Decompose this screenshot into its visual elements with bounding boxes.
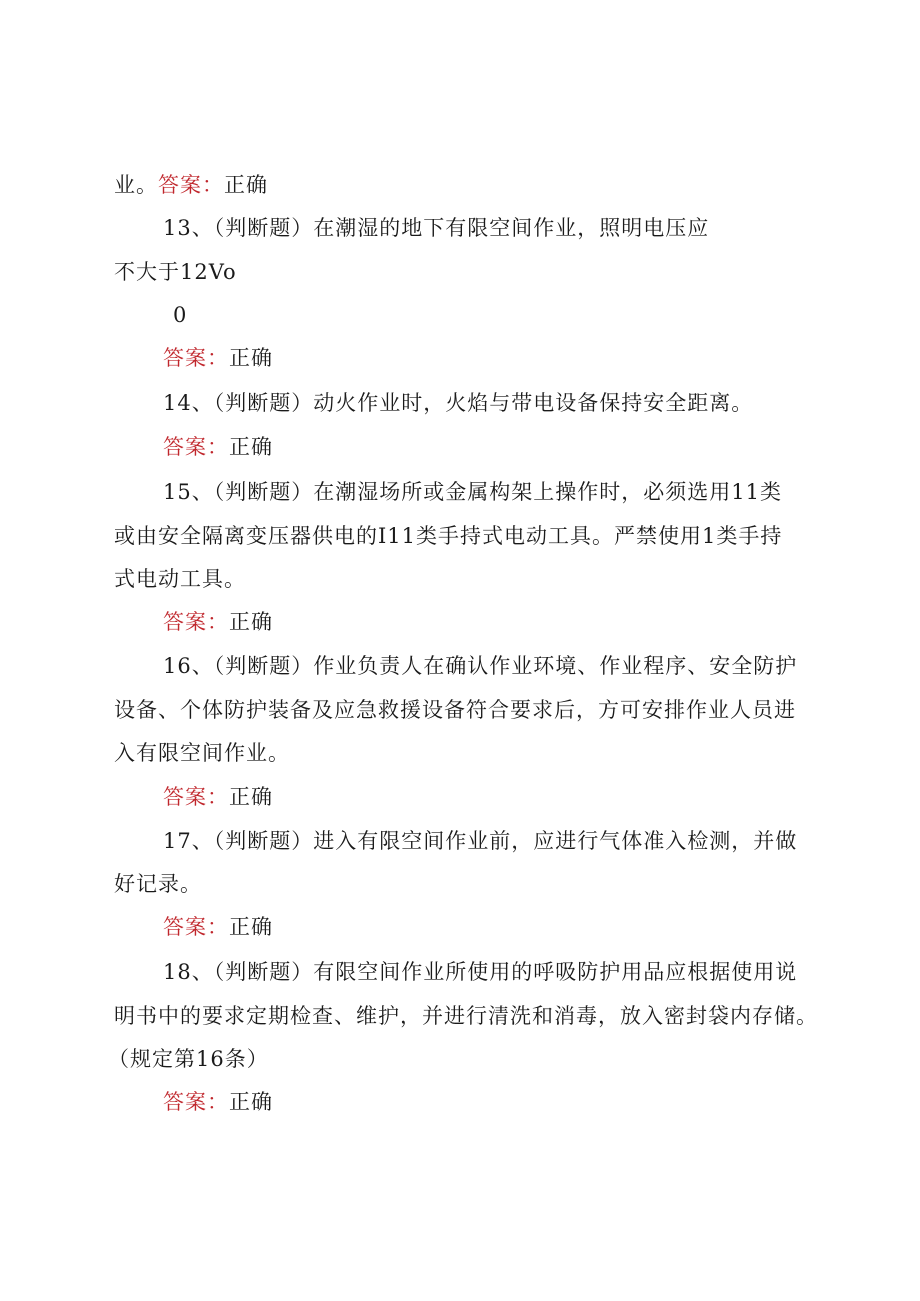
q13-line-1: 13、（判断题）在潮湿的地下有限空间作业，照明电压应: [163, 216, 710, 240]
q16-answer: [163, 782, 273, 812]
q14-answer: [163, 432, 273, 462]
answer-label: 答案：: [163, 435, 229, 459]
continuation-line: [114, 170, 268, 200]
q16-line-2: 设备、个体防护装备及应急救援设备符合要求后，方可安排作业人员进: [114, 698, 796, 722]
q16-line-1: 16、（判断题）作业负责人在确认作业环境、作业程序、安全防护: [163, 654, 798, 678]
answer-value: 正确: [229, 915, 273, 939]
q14-line-1: 14、（判断题）动火作业时，火焰与带电设备保持安全距离。: [163, 391, 754, 415]
answer-label: 答案：: [163, 785, 229, 809]
q18-line-1: 18、（判断题）有限空间作业所使用的呼吸防护用品应根据使用说: [163, 960, 798, 984]
q13-answer: [163, 343, 273, 373]
q13-line-3: 0: [173, 303, 188, 327]
q15-line-1: 15、（判断题）在潮湿场所或金属构架上操作时，必须选用11类: [163, 480, 782, 504]
q17-line-1: 17、（判断题）进入有限空间作业前，应进行气体准入检测，并做: [163, 829, 798, 853]
q15-line-2: 或由安全隔离变压器供电的I11类手持式电动工具。严禁使用1类手持: [114, 524, 783, 548]
q18-answer: [163, 1087, 273, 1117]
answer-value: 正确: [229, 785, 273, 809]
q17-answer: [163, 912, 273, 942]
q13-line-2: 不大于12Vo: [114, 260, 237, 284]
answer-value: 正确: [229, 346, 273, 370]
q17-line-2: 好记录。: [114, 872, 202, 896]
answer-value: 正确: [229, 435, 273, 459]
answer-value: 正确: [229, 1090, 273, 1114]
answer-label: 答案：: [163, 610, 229, 634]
q15-line-3: 式电动工具。: [114, 567, 246, 591]
answer-label: 答案：: [163, 1090, 229, 1114]
answer-label: 答案：: [163, 346, 229, 370]
continuation-text: 业。: [114, 173, 158, 197]
q15-answer: [163, 607, 273, 637]
answer-label: 答案：: [163, 915, 229, 939]
answer-value: 正确: [224, 173, 268, 197]
q18-line-3: （规定第16条）: [108, 1047, 269, 1071]
q18-line-2: 明书中的要求定期检查、维护，并进行清洗和消毒，放入密封袋内存储。: [114, 1004, 818, 1028]
answer-label: 答案：: [158, 173, 224, 197]
q16-line-3: 入有限空间作业。: [114, 741, 290, 765]
answer-value: 正确: [229, 610, 273, 634]
